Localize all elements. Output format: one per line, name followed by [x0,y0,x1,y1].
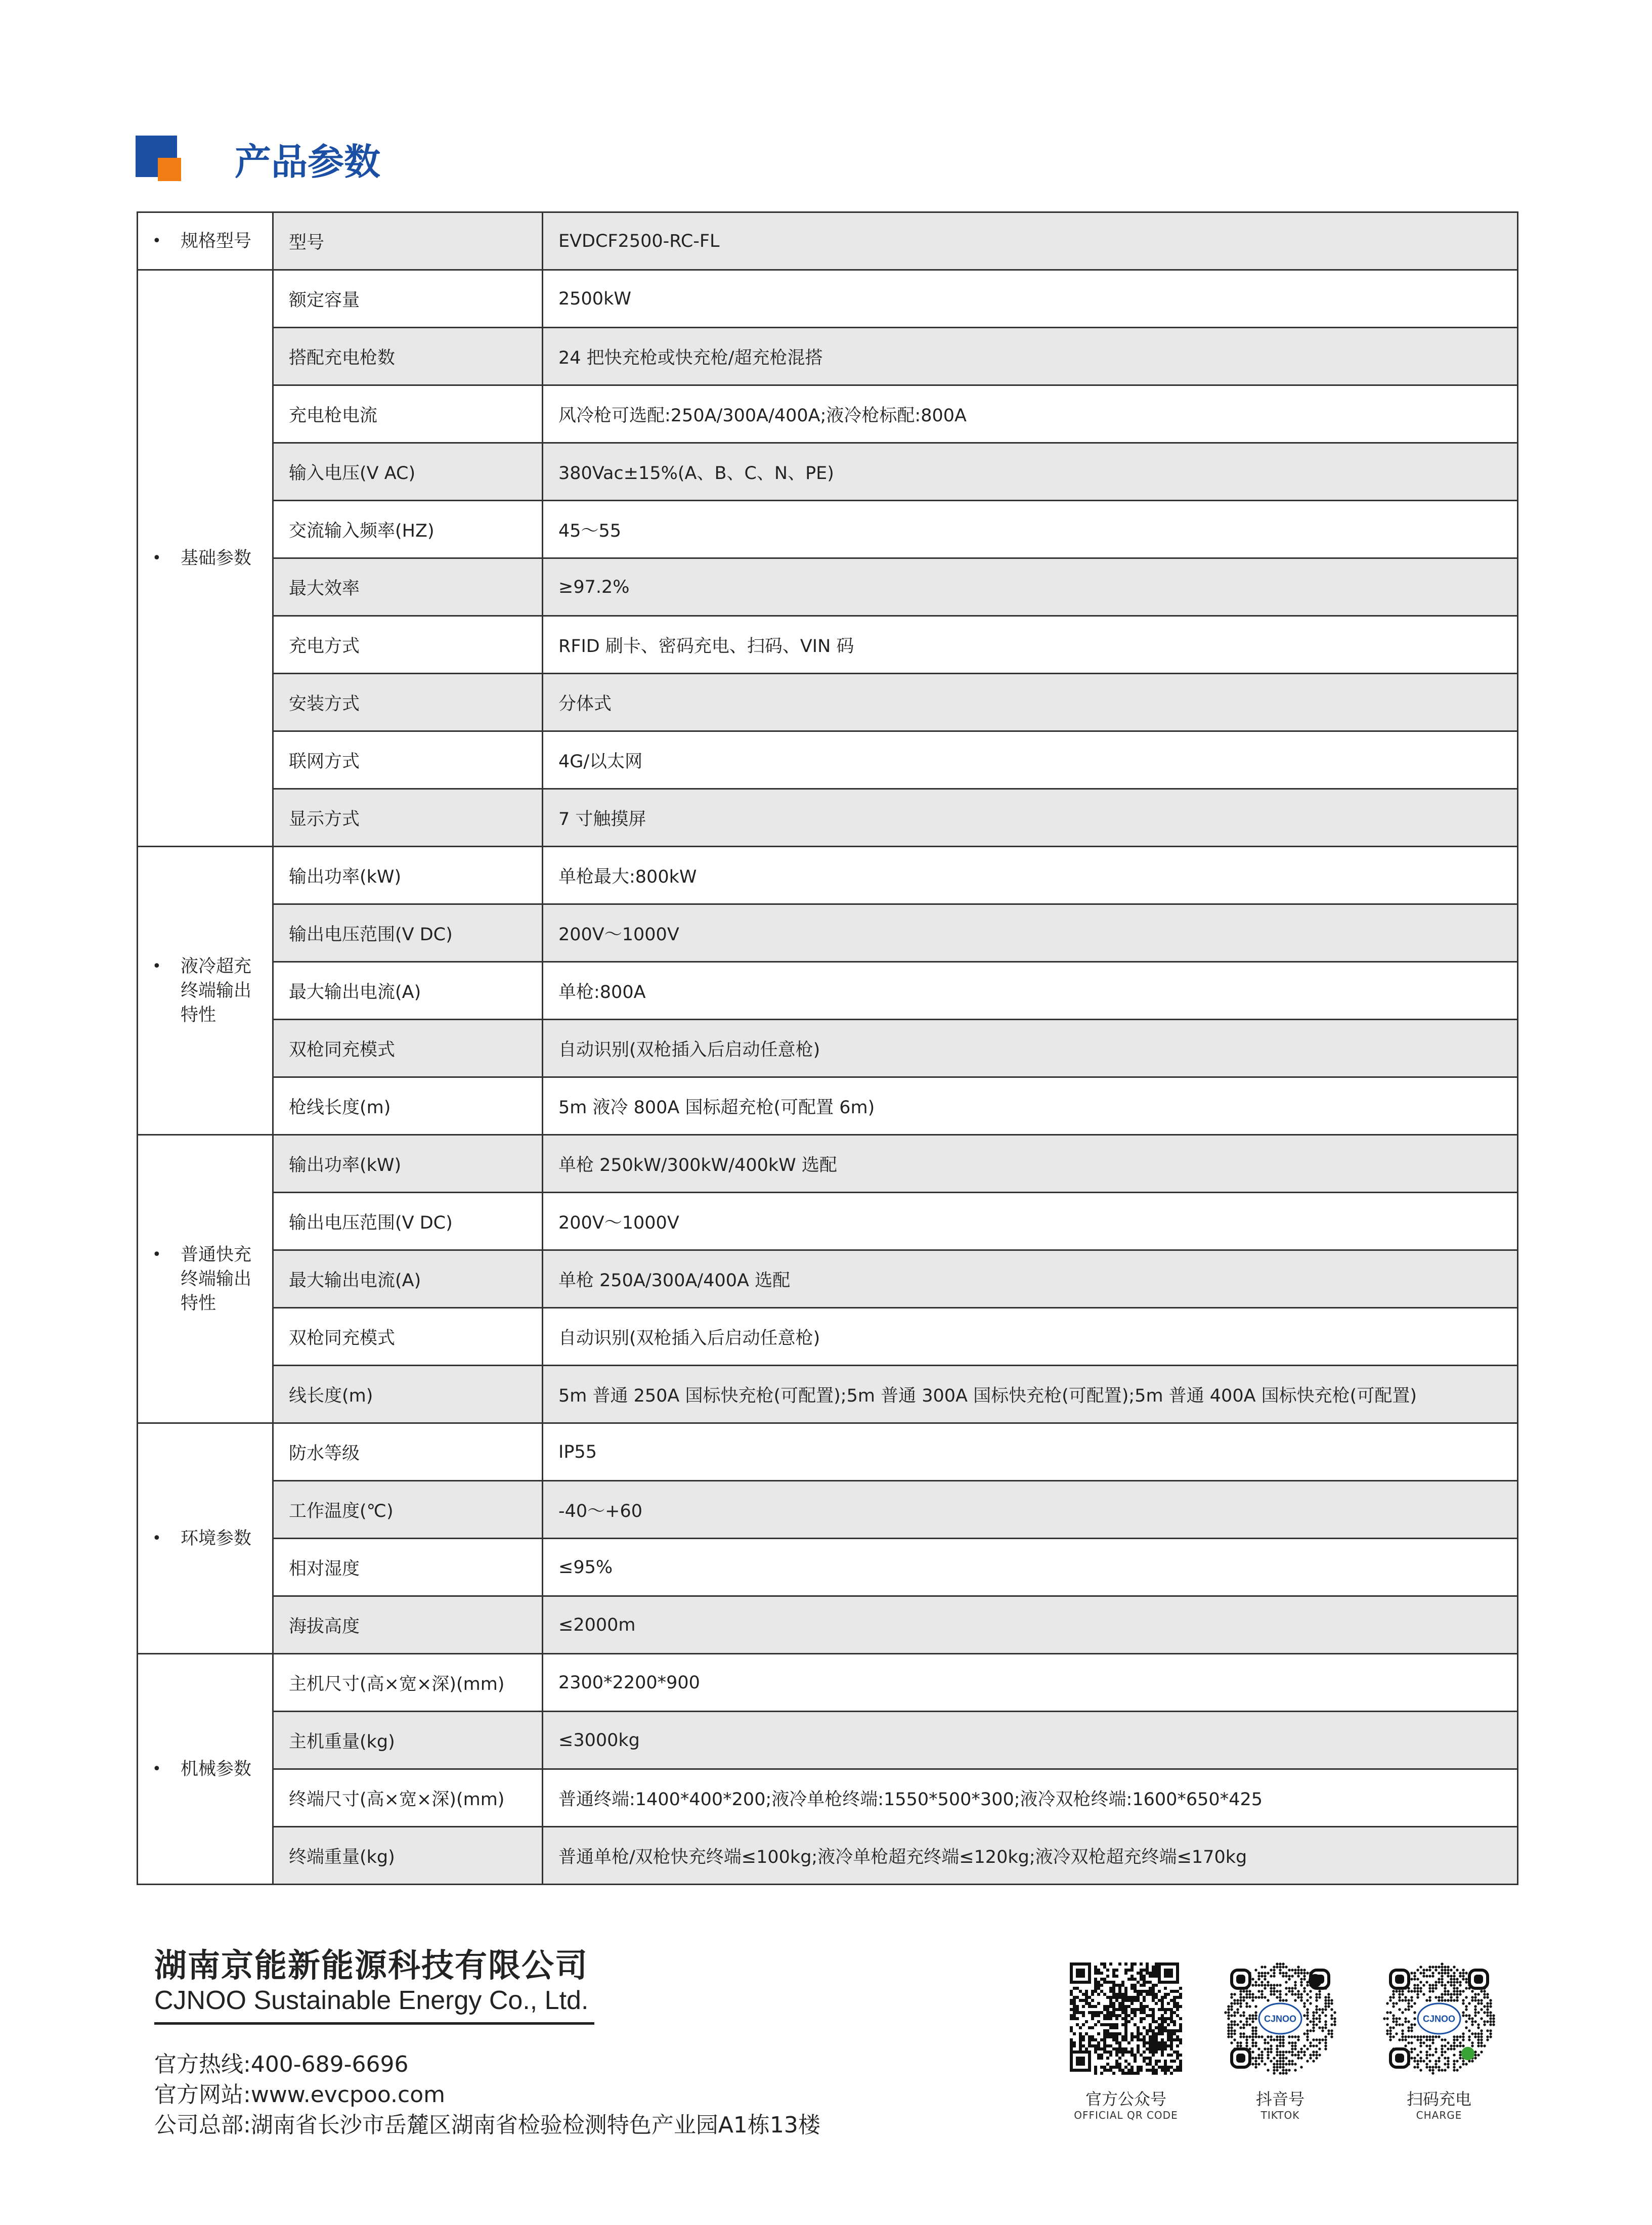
table-row [138,731,1518,789]
table-row [138,1077,1518,1135]
field-cell: 终端重量(kg) [273,1827,543,1885]
qr-code-icon[interactable] [1070,1962,1182,2075]
table-row [138,1827,1518,1885]
field-cell: 输出电压范围(V DC) [273,904,543,962]
company-name-en: CJNOO Sustainable Energy Co., Ltd. [154,1986,589,2015]
table-row [138,847,1518,904]
table-row [138,962,1518,1020]
category-label [181,1526,262,1551]
website[interactable]: 官方网站:www.evcpoo.com [154,2082,445,2108]
value-cell: 自动识别(双枪插入后启动任意枪) [543,1308,1518,1366]
field-cell: 额定容量 [273,270,543,328]
category-label-line: 液冷超充 [181,956,252,977]
bullet-icon: • [152,1245,161,1263]
field-cell: 主机重量(kg) [273,1712,543,1769]
qr-logo-text: CJNOO [1422,2014,1456,2024]
value-cell: IP55 [543,1423,1518,1481]
category-cell [138,270,273,847]
charge-qr-icon[interactable] [1383,1962,1495,2075]
address: 公司总部:湖南省长沙市岳麓区湖南省检验检测特色产业园A1栋13楼 [154,2112,820,2138]
bullet-icon: • [152,1529,161,1547]
category-label: 规格型号 [181,231,252,251]
table-row [138,789,1518,847]
table-row [138,1250,1518,1308]
table-row [138,328,1518,385]
value-cell: 2500kW [543,270,1518,328]
value-cell: 45～55 [543,501,1518,558]
table-row [138,1481,1518,1539]
category-cell [138,1654,273,1885]
value-cell: 4G/以太网 [543,731,1518,789]
category-label [181,1757,262,1781]
value-cell: RFID 刷卡、密码充电、扫码、VIN 码 [543,616,1518,674]
category-label-line: 机械参数 [181,1759,252,1779]
field-cell: 枪线长度(m) [273,1077,543,1135]
value-cell: 普通单枪/双枪快充终端≤100kg;液冷单枪超充终端≤120kg;液冷双枪超充终端≤170kg [543,1827,1518,1885]
table-row [138,270,1518,328]
category-cell [138,1423,273,1654]
bullet-icon: • [152,957,161,975]
value-cell: 单枪:800A [543,962,1518,1020]
value-cell: 单枪最大:800kW [543,847,1518,904]
value-cell: 自动识别(双枪插入后启动任意枪) [543,1020,1518,1077]
field-cell: 联网方式 [273,731,543,789]
field-cell: 最大效率 [273,558,543,616]
value-cell: 24 把快充枪或快充枪/超充枪混搭 [543,328,1518,385]
value-cell: ≤95% [543,1539,1518,1596]
table-row [138,1769,1518,1827]
field-cell: 安装方式 [273,674,543,731]
field-cell: 相对湿度 [273,1539,543,1596]
table-row [138,1712,1518,1769]
value-cell: ≤2000m [543,1596,1518,1654]
field-cell: 最大输出电流(A) [273,962,543,1020]
field-cell: 输入电压(V AC) [273,443,543,501]
table-row [138,1423,1518,1481]
table-row [138,501,1518,558]
category-label-line: 终端输出 [181,980,252,1001]
field-cell: 双枪同充模式 [273,1020,543,1077]
field-cell: 终端尺寸(高×宽×深)(mm) [273,1769,543,1827]
value-cell: 风冷枪可选配:250A/300A/400A;液冷枪标配:800A [543,385,1518,443]
value-cell: 200V～1000V [543,904,1518,962]
field-cell: 最大输出电流(A) [273,1250,543,1308]
qr-sublabel: CHARGE [1416,2109,1462,2121]
table-row [138,1539,1518,1596]
field-cell: 工作温度(℃) [273,1481,543,1539]
value-cell: -40～+60 [543,1481,1518,1539]
value-cell: 单枪 250A/300A/400A 选配 [543,1250,1518,1308]
field-cell: 显示方式 [273,789,543,847]
category-label-line: 特性 [181,1293,216,1314]
value-cell: ≥97.2% [543,558,1518,616]
category-label-line: 普通快充 [181,1244,252,1265]
qr-label: 官方公众号 [1085,2089,1166,2109]
qr-logo-text: CJNOO [1264,2014,1297,2024]
table-row [138,904,1518,962]
field-cell: 防水等级 [273,1423,543,1481]
table-row [138,616,1518,674]
tiktok-qr-icon[interactable] [1224,1962,1336,2075]
field-cell: 搭配充电枪数 [273,328,543,385]
hotline: 官方热线:400-689-6696 [154,2052,409,2077]
charge-badge-icon [1461,2047,1474,2060]
table-row [138,674,1518,731]
table-row [138,558,1518,616]
field-cell: 线长度(m) [273,1366,543,1423]
field-cell: 海拔高度 [273,1596,543,1654]
bullet-icon: • [152,232,161,250]
field-cell: 充电方式 [273,616,543,674]
qr-sublabel: TIKTOK [1260,2109,1300,2121]
table-row [138,1654,1518,1712]
category-label [181,954,262,1027]
table-row [138,443,1518,501]
qr-label: 抖音号 [1255,2089,1305,2109]
value-cell: 5m 液冷 800A 国标超充枪(可配置 6m) [543,1077,1518,1135]
spec-table [137,211,1518,1885]
logo-square-orange [158,158,181,181]
category-label [181,1243,262,1316]
field-cell: 主机尺寸(高×宽×深)(mm) [273,1654,543,1712]
category-label-line: 环境参数 [181,1528,252,1549]
table-row [138,385,1518,443]
field-cell: 输出电压范围(V DC) [273,1193,543,1250]
tiktok-badge-icon [1309,1974,1322,1987]
value-cell: 5m 普通 250A 国标快充枪(可配置);5m 普通 300A 国标快充枪(可配置);5m 普通 400A 国标快充枪(可配置) [543,1366,1518,1423]
field-cell: 充电枪电流 [273,385,543,443]
table-row [138,212,1518,270]
field-cell: 输出功率(kW) [273,847,543,904]
field-cell: 交流输入频率(HZ) [273,501,543,558]
category-cell [138,212,273,270]
value-cell: 普通终端:1400*400*200;液冷单枪终端:1550*500*300;液冷双枪终端:1600*650*425 [543,1769,1518,1827]
field-cell: 型号 [273,212,543,270]
table-row [138,1308,1518,1366]
category-label [181,546,262,571]
value-cell: 200V～1000V [543,1193,1518,1250]
category-cell [138,1135,273,1423]
value-cell: 7 寸触摸屏 [543,789,1518,847]
table-row [138,1020,1518,1077]
table-row [138,1366,1518,1423]
category-label-line: 特性 [181,1005,216,1025]
table-row [138,1596,1518,1654]
bullet-icon: • [152,549,161,567]
divider [154,2022,594,2025]
value-cell: 分体式 [543,674,1518,731]
field-cell: 输出功率(kW) [273,1135,543,1193]
table-row [138,1193,1518,1250]
value-cell: 2300*2200*900 [543,1654,1518,1712]
qr-label: 扫码充电 [1406,2089,1471,2109]
page-title: 产品参数 [235,141,381,183]
qr-sublabel: OFFICIAL QR CODE [1074,2109,1178,2121]
value-cell: 380Vac±15%(A、B、C、N、PE) [543,443,1518,501]
category-label-line: 基础参数 [181,548,252,569]
category-cell [138,847,273,1135]
category-label-line: 终端输出 [181,1269,252,1289]
table-row [138,1135,1518,1193]
field-cell: 双枪同充模式 [273,1308,543,1366]
value-cell: EVDCF2500-RC-FL [543,212,1518,270]
value-cell: ≤3000kg [543,1712,1518,1769]
bullet-icon: • [152,1760,161,1778]
value-cell: 单枪 250kW/300kW/400kW 选配 [543,1135,1518,1193]
company-name-cn: 湖南京能新能源科技有限公司 [154,1947,588,1985]
